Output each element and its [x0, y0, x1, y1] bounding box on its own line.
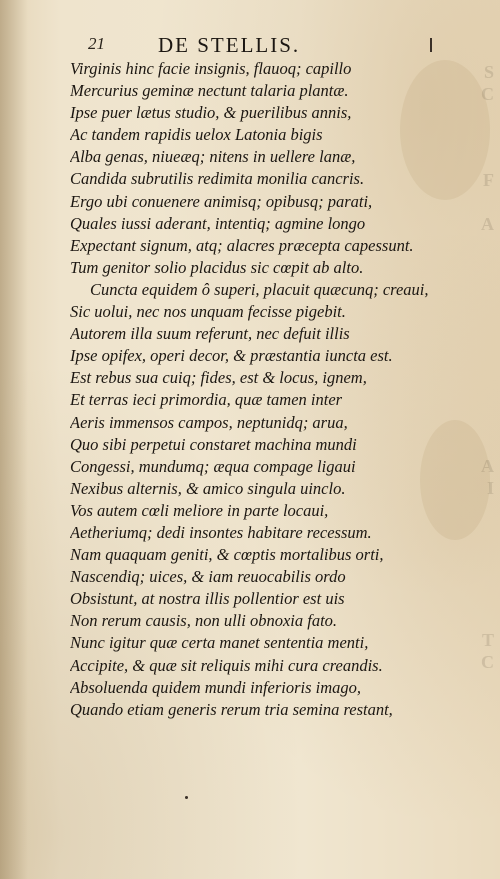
verse-line: Absoluenda quidem mundi inferioris imago,	[70, 677, 362, 697]
verse-line: Aeris immensos campos, neptunidq; arua,	[70, 412, 348, 432]
verse-line: Nexibus alternis, & amico singula uinclo.	[70, 478, 346, 498]
verse-line: Virginis hinc facie insignis, flauoq; capillo	[70, 59, 352, 78]
verse-line: Ipse puer lætus studio, & puerilibus annis,	[70, 103, 352, 123]
verse-line: Ipse opifex, operi decor, & præstantia iuncta est.	[70, 346, 393, 366]
verse-line: Expectant signum, atq; alacres præcepta capessunt.	[70, 235, 414, 255]
verse-line: Nam quaquam geniti, & cœptis mortalibus orti,	[70, 545, 384, 565]
gutter-shadow	[0, 0, 28, 879]
verse-line: Quo sibi perpetui constaret machina mundi	[70, 434, 357, 454]
verse-line: Aetheriumq; dedi insontes habitare recessum.	[70, 522, 372, 542]
show-through-letter: I	[486, 478, 494, 498]
verse-line: Quales iussi aderant, intentiq; agmine longo	[70, 213, 366, 233]
verse-line: Ergo ubi conuenere animisq; opibusq; parati,	[70, 191, 373, 211]
verse-line: Tum genitor solio placidus sic cœpit ab alto.	[70, 257, 364, 277]
verse-line: Cuncta equidem ô superi, placuit quæcunq; creaui,	[90, 279, 429, 299]
verse-line: Mercurius geminæ nectunt talaria plantæ.	[70, 81, 349, 101]
verse-line: Ac tandem rapidis uelox Latonia bigis	[70, 125, 323, 145]
show-through-letter: F	[483, 170, 494, 190]
verse-line: Vos autem cœli meliore in parte locaui,	[70, 500, 329, 520]
verse-line: Nunc igitur quæ certa manet sententia menti,	[70, 633, 369, 653]
verse-line: Est rebus sua cuiq; fides, est & locus, ignem,	[70, 368, 367, 388]
show-through-letter: C	[481, 84, 494, 104]
verse-line: Sic uolui, nec nos unquam fecisse pigebit.	[70, 302, 346, 322]
show-through-letter: T	[481, 630, 494, 650]
show-through-letter: A	[481, 214, 494, 234]
verse-line: Alba genas, niueæq; nitens in uellere lanæ,	[70, 147, 356, 167]
show-through-letter: S	[483, 62, 494, 82]
verse-line: Nascendiq; uices, & iam reuocabilis ordo	[70, 567, 346, 587]
page-header	[0, 34, 500, 58]
running-head: DE STELLIS.	[158, 33, 301, 57]
show-through-letter: A	[481, 456, 494, 476]
verse-line: Accipite, & quæ sit reliquis mihi cura creandis.	[70, 655, 383, 675]
verse-line: Autorem illa suum referunt, nec defuit illis	[70, 324, 350, 344]
margin-mark	[430, 38, 432, 52]
verse-line: Et terras ieci primordia, quæ tamen inter	[70, 390, 343, 410]
show-through-letter: C	[481, 652, 494, 672]
verse-block	[70, 58, 474, 721]
verse-line: Quando etiam generis rerum tria semina restant,	[70, 699, 393, 719]
page-number: 21	[88, 34, 105, 53]
verse-line: Congessi, mundumq; æqua compage ligaui	[70, 456, 356, 476]
ink-speck	[185, 796, 188, 799]
verse-line: Candida subrutilis redimita monilia cancris.	[70, 169, 365, 189]
verse-line: Non rerum causis, non ulli obnoxia fato.	[70, 611, 338, 631]
verse-line: Obsistunt, at nostra illis pollentior est uis	[70, 589, 345, 609]
